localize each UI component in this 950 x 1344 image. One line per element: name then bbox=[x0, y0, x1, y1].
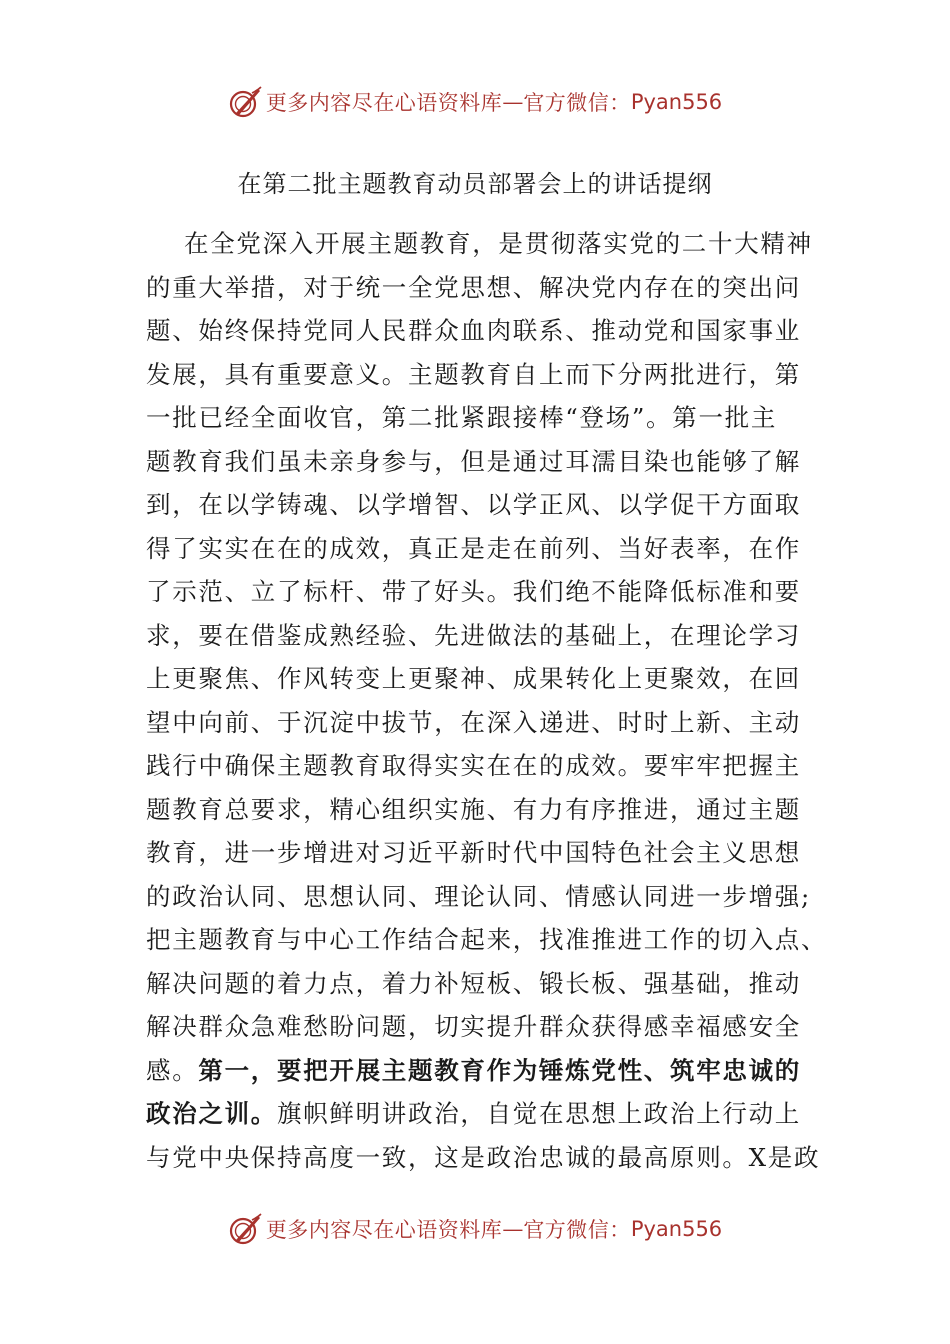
body-line: 与党中央保持高度一致，这是政治忠诚的最高原则。X是政 bbox=[146, 1142, 821, 1172]
body-line: 得了实实在在的成效，真正是走在前列、当好表率，在作 bbox=[146, 533, 801, 563]
section-heading-part: 第一，要把开展主题教育作为锤炼党性、筑牢忠诚的 bbox=[198, 1055, 802, 1085]
body-line: 的政治认同、思想认同、理论认同、情感认同进一步增强; bbox=[146, 881, 811, 911]
body-line: 一批已经全面收官，第二批紧跟接棒“登场”。第一批主 bbox=[146, 403, 778, 432]
body-line: 了示范、立了标杆、带了好头。我们绝不能降低标准和要 bbox=[146, 577, 801, 606]
header-banner bbox=[0, 82, 950, 122]
body-line: 在全党深入开展主题教育，是贯彻落实党的二十大精神 bbox=[184, 229, 813, 258]
banner-separator: — bbox=[502, 1217, 524, 1241]
body-line: 解决群众急难愁盼问题，切实提升群众获得感幸福感安全 bbox=[146, 1012, 801, 1041]
body-line-mixed bbox=[146, 1049, 806, 1093]
document-title: 在第二批主题教育动员部署会上的讲话提纲 bbox=[237, 170, 713, 198]
body-text: 旗帜鲜明讲政治，自觉在思想上政治上行动上 bbox=[277, 1099, 801, 1128]
quill-pen-seal-icon bbox=[228, 85, 262, 119]
body-line: 践行中确保主题教育取得实实在在的成效。要牢牢把握主 bbox=[146, 751, 801, 780]
body-line: 的重大举措，对于统一全党思想、解决党内存在的突出问 bbox=[146, 272, 801, 302]
body-line: 题、始终保持党同人民群众血肉联系、推动党和国家事业 bbox=[146, 316, 801, 345]
body-line: 教育，进一步增进对习近平新时代中国特色社会主义思想 bbox=[146, 838, 801, 867]
quill-pen-seal-icon bbox=[228, 1212, 262, 1246]
body-line: 题教育我们虽未亲身参与，但是通过耳濡目染也能够了解 bbox=[146, 446, 801, 476]
body-line: 发展，具有重要意义。主题教育自上而下分两批进行，第 bbox=[146, 359, 801, 389]
body-line-mixed bbox=[146, 1092, 806, 1136]
body-text: 感。 bbox=[146, 1055, 199, 1085]
banner-slogan: 更多内容尽在心语资料库 bbox=[265, 91, 503, 115]
body-line: 题教育总要求，精心组织实施、有力有序推进，通过主题 bbox=[146, 794, 801, 824]
body-line: 望中向前、于沉淀中拔节，在深入递进、时时上新、主动 bbox=[146, 707, 801, 737]
body-line: 上更聚焦、作风转变上更聚神、成果转化上更聚效，在回 bbox=[146, 664, 801, 693]
footer-banner bbox=[0, 1209, 950, 1249]
document-body bbox=[146, 222, 828, 1179]
body-line: 到，在以学铸魂、以学增智、以学正风、以学促干方面取 bbox=[146, 490, 801, 519]
banner-slogan: 更多内容尽在心语资料库 bbox=[265, 1218, 503, 1242]
banner-contact-label: 官方微信： bbox=[523, 91, 631, 115]
body-line: 解决问题的着力点，着力补短板、锻长板、强基础，推动 bbox=[146, 968, 801, 998]
body-line: 求，要在借鉴成熟经验、先进做法的基础上，在理论学习 bbox=[146, 620, 801, 650]
banner-separator: — bbox=[502, 90, 524, 114]
banner-contact-label: 官方微信： bbox=[523, 1218, 631, 1242]
banner-wechat-handle: Pyan556 bbox=[630, 1217, 723, 1241]
body-line: 把主题教育与中心工作结合起来，找准推进工作的切入点、 bbox=[146, 925, 828, 954]
banner-wechat-handle: Pyan556 bbox=[630, 90, 723, 114]
section-heading-part: 政治之训。 bbox=[146, 1099, 277, 1128]
